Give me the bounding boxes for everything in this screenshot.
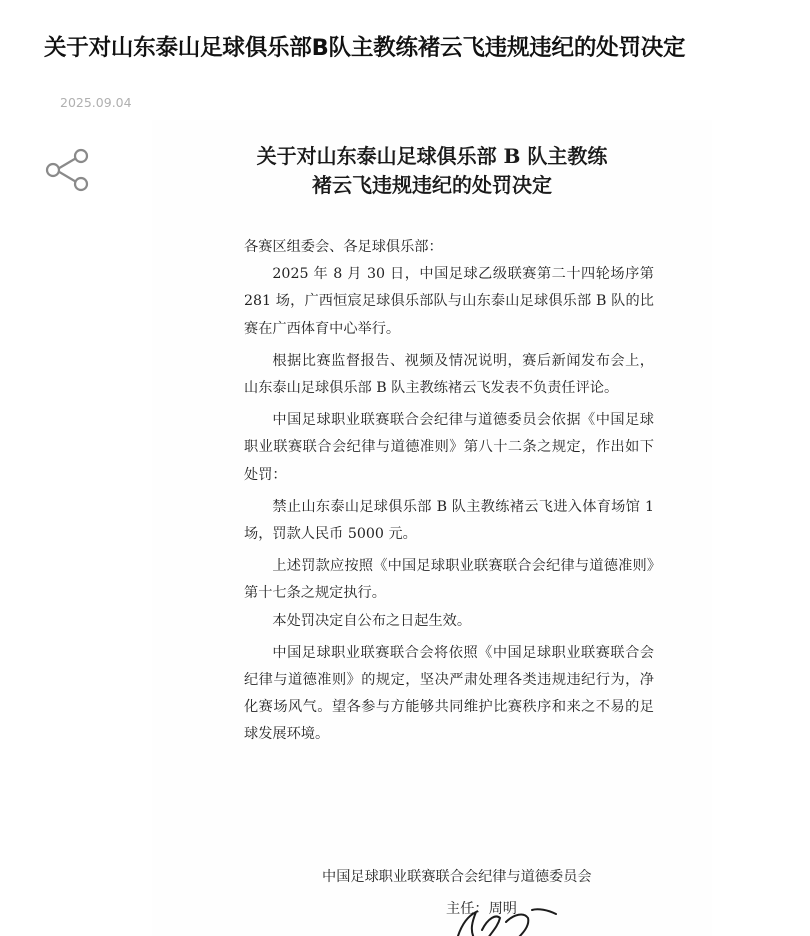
share-button[interactable] [44,148,92,192]
paragraph-match-info: 2025 年 8 月 30 日，中国足球乙级联赛第二十四轮场序第 281 场，广西恒宸足球俱乐部队与山东泰山足球俱乐部 B 队的比赛在广西体育中心举行。 [244,266,654,337]
document-title-line1: 关于对山东泰山足球俱乐部 B 队主教练 [256,144,608,168]
handwritten-signature [448,900,568,936]
document-title-line2: 褚云飞违规违纪的处罚决定 [312,173,552,197]
document-body [244,234,654,754]
document-title [152,142,712,200]
paragraph-effective: 本处罚决定自公布之日起生效。 [272,612,472,629]
paragraph-basis: 中国足球职业联赛联合会纪律与道德委员会依据《中国足球职业联赛联合会纪律与道德准则》第八十二条之规定，作出如下处罚： [244,412,654,483]
paragraph-penalty: 禁止山东泰山足球俱乐部 B 队主教练褚云飞进入体育场馆 1 场，罚款人民币 5000 元。 [244,498,654,543]
issuer-name: 中国足球职业联赛联合会纪律与道德委员会 [322,869,592,885]
document-image [152,120,712,936]
chief-name: 主任：周明 [446,901,517,917]
paragraph-closing: 中国足球职业联赛联合会将依照《中国足球职业联赛联合会纪律与道德准则》的规定，坚决严肃处理各类违规违纪行为，净化赛场风气。望各参与方能够共同维护比赛秩序和来之不易的足球发展环境。 [244,644,654,743]
share-icon [44,148,92,192]
salutation: 各赛区组委会、各足球俱乐部： [244,239,443,255]
article-headline: 关于对山东泰山足球俱乐部B队主教练褚云飞违规违纪的处罚决定 [44,35,686,61]
publish-date: 2025.09.04 [60,95,132,110]
paragraph-fine-rule: 上述罚款应按照《中国足球职业联赛联合会纪律与道德准则》第十七条之规定执行。 [244,558,654,602]
paragraph-incident: 根据比赛监督报告、视频及情况说明，赛后新闻发布会上，山东泰山足球俱乐部 B 队主教练褚云飞发表不负责任评论。 [244,352,654,397]
